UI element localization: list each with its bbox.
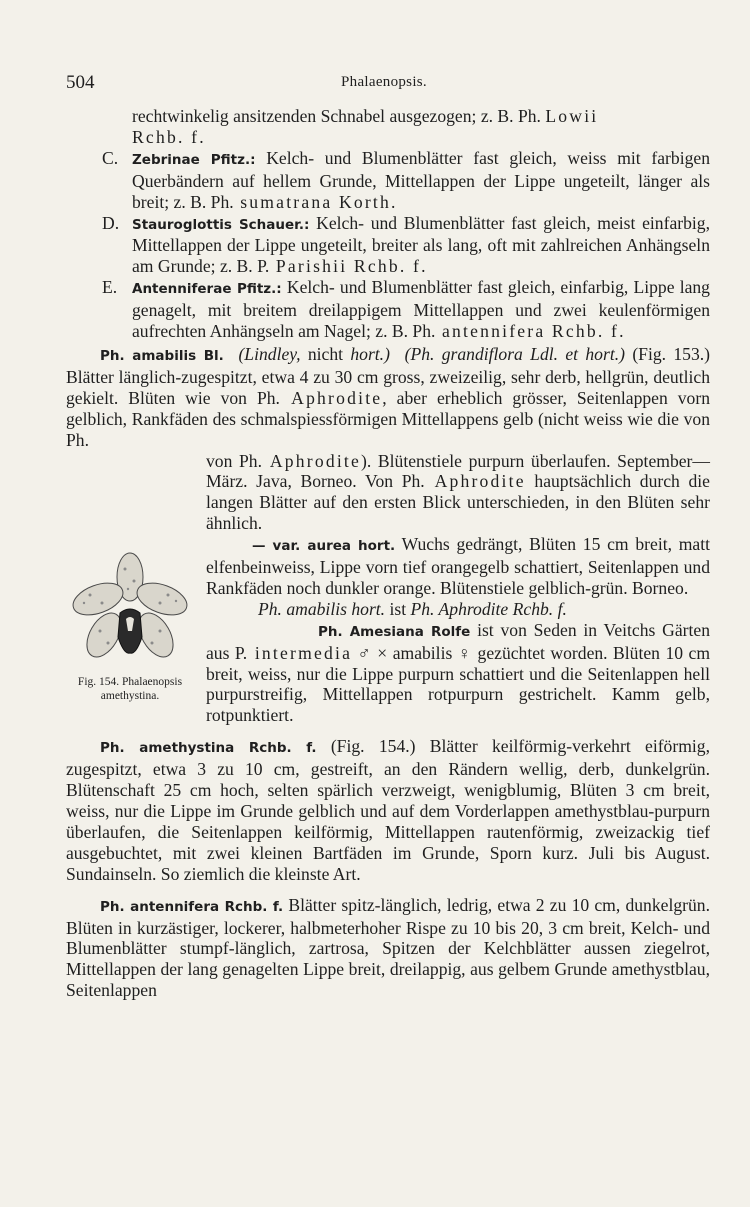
intro-species: Lowii [545, 106, 599, 126]
description-text: ist von Seden in Veitchs Gärten aus P. [206, 619, 710, 663]
synonym: (Lindley, [238, 343, 301, 364]
description-text: Blätter spitz-länglich, ledrig, etwa 2 zu 10 cm, dunkelgrün. Blüten in kurzästiger, lockerer, halbmeterhoher Rispe zu 10 bis 20, 3 cm breit, Kelch- und Blumenblätter stumpf-länglich, zartrosa, Spitzen der Kelchblätter aussen ziegelrot, Mittellappen der lang genagelten Lippe breit, dreilappig, aus gelbem Grunde amethystblau, Seitenlappen [66, 894, 710, 1001]
note-connector: ist [385, 598, 411, 619]
section-text: Kelch- und Blumenblätter fast gleich, einfarbig, Lippe lang genagelt, mit breitem dreilappigem Mittellappen und zwei keulenförmigen aufrechten Anhängseln am Nagel; z. B. Ph. [132, 277, 710, 342]
description-text: (Fig. 154.) Blätter keilförmig-verkehrt eiförmig, zugespitzt, etwa 3 zu 10 cm, gestreift, an den Rändern wellig, derb, dunkelgrün. Blütenschaft 25 cm hoch, selten spärlich verzweigt, wenigblumig, Blüten 3 cm breit, weiss, nur die Lippe im Grunde gelblich und auf dem Vorderlappen amethystblau-purpurn überlaufen, die Seitenlappen keilförmig, Mittellappen rautenförmig, zweizackig tief ausgebuchtet, mit zwei kleinen Bartfäden im Grunde, Sporn kurz. Juli bis August. Sundainseln. So ziemlich die kleinste Art. [66, 736, 710, 884]
species-ref: Aphrodite [424, 471, 526, 492]
species-ref: intermedia [247, 642, 353, 663]
section-example: antennifera Rchb. f. [435, 321, 626, 342]
figure-154 [60, 551, 200, 703]
note-accepted: Ph. Aphrodite Rchb. f. [410, 598, 567, 619]
species-name: Ph. antennifera Rchb. f. [100, 898, 284, 915]
section-e [66, 277, 710, 342]
description-text: ). Blütenstiele purpurn überlaufen. September—März. Java, Borneo. Von Ph. [206, 450, 710, 492]
description-text: hauptsächlich durch die langen Blätter auf den ersten Blick unterschieden, in den Blüten sehr ähnlich. [206, 471, 710, 534]
description-text: , aber erheblich grösser, Seitenlappen vorn gelblich, Rankfäden des schmalspiessförmigen Mittellappens gelb (nicht weiss wie die von Ph. [66, 387, 711, 450]
variety-name: — var. aurea hort. [252, 538, 396, 555]
section-name: Stauroglottis Schauer.: [132, 216, 310, 233]
amabilis-continued: von Ph. Aphrodite). Blütenstiele purpurn überlaufen. September—März. Java, Borneo. Von Ph. Aphrodite hauptsächlich durch die langen Blätter auf den ersten Blick unterschieden, in den Blüten sehr ähnlich. [206, 450, 710, 534]
section-text: Kelch- und Blumenblätter fast gleich, meist einfarbig, Mittellappen der Lippe ungeteilt, breiter als lang, oft mit zahlreichen Anhängseln am Grunde; z. B. P. [132, 212, 710, 277]
species-ref: Aphrodite [279, 387, 383, 408]
synonym-hort: hort.) [350, 343, 390, 364]
section-example: Parishii Rchb. f. [269, 256, 428, 277]
synonym-grandiflora: (Ph. grandiflora Ldl. et hort.) [404, 343, 625, 364]
description-text: ♂ × amabilis ♀ gezüchtet worden. Blüten 10 cm breit, weiss, nur die Lippe purpurn schattiert und die Seitenlappen hell purpurstreifig, Mittellappen rotpurpurn gestrichelt. Kamm gelb, rotpunktiert. [206, 642, 711, 726]
note-synonym: Ph. amabilis hort. [258, 598, 386, 619]
species-name: Ph. amethystina Rchb. f. [100, 740, 317, 757]
page-header [66, 72, 702, 96]
species-name: Ph. Amesiana Rolfe [318, 623, 471, 640]
section-label: D. [102, 212, 120, 233]
section-name: Antenniferae Pfitz.: [132, 281, 282, 298]
lip [118, 609, 142, 653]
orchid-flower-illustration [70, 551, 190, 671]
species-ref: Aphrodite [262, 450, 362, 471]
synonym-connector: nicht [300, 343, 351, 364]
amethystina-paragraph [66, 736, 710, 884]
description-text: (Fig. 153.) Blätter länglich-zugespitzt, etwa 4 zu 30 cm gross, zweizeilig, sehr derb, hellgrün, deutlich gekielt. Blüten wie von Ph. [66, 343, 711, 408]
section-name: Zebrinae Pfitz.: [132, 151, 256, 168]
section-c [66, 148, 710, 213]
running-title: Phalaenopsis. [341, 74, 427, 90]
page-number: 504 [66, 72, 95, 93]
antennifera-paragraph [66, 895, 710, 1002]
section-label: E. [102, 277, 118, 298]
intro-author: Rchb. f. [132, 126, 206, 147]
amabilis-paragraph [66, 344, 710, 451]
species-name: Ph. amabilis Bl. [100, 347, 224, 364]
section-d [66, 213, 710, 278]
page-body [66, 106, 710, 1001]
variety-text: Wuchs gedrängt, Blüten 15 cm breit, matt elfenbeinweiss, Lippe vorn tief orangegelb schattiert, Seitenlappen und Rankfäden noch dunkler orange. Blütenstiele gelblich-grün. Borneo. [206, 534, 711, 598]
figure-caption: Fig. 154. Phalaenopsis amethystina. [77, 675, 183, 702]
section-text: Kelch- und Blumenblätter fast gleich, weiss mit farbigen Querbändern auf hellem Grunde, Mittellappen der Lippe ungeteilt, länger als breit; z. B. Ph. [132, 147, 710, 212]
intro-paragraph [66, 106, 710, 148]
intro-text: rechtwinkelig ansitzenden Schnabel ausgezogen; z. B. Ph. [132, 106, 541, 126]
section-label: C. [102, 147, 119, 168]
section-example: sumatrana Korth. [233, 191, 398, 212]
